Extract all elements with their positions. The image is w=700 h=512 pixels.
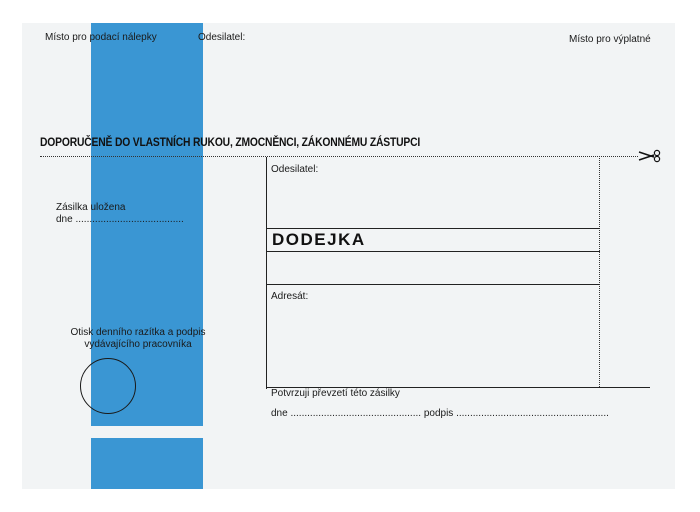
box-sender-label: Odesilatel: <box>271 164 319 175</box>
stamp-circle <box>80 358 136 414</box>
blue-stripe-lower <box>91 438 203 489</box>
stamp-label-line1: Otisk denního razítka a podpis <box>70 327 206 338</box>
date-sign-line: dne ............................................... podpis ....................................................... <box>271 408 609 419</box>
addressee-label: Adresát: <box>271 291 309 302</box>
postage-place-label: Místo pro výplatné <box>569 34 651 45</box>
receipt-title: DODEJKA <box>272 230 366 249</box>
box-left-border <box>266 157 267 389</box>
receipt-line-bottom <box>266 251 600 252</box>
stored-date-line: dne ....................................... <box>56 214 184 225</box>
stored-label: Zásilka uložena <box>56 202 126 213</box>
header-sender-label: Odesilatel: <box>198 32 246 43</box>
form-title: DOPORUČENĚ DO VLASTNÍCH RUKOU, ZMOCNĚNCI, ZÁKONNÉMU ZÁSTUPCI <box>40 135 421 149</box>
stamp-label-line2: vydávajícího pracovníka <box>84 339 192 350</box>
scissors-icon <box>637 149 663 163</box>
receipt-line-top <box>266 228 600 229</box>
sticker-place-label: Místo pro podací nálepky <box>45 32 157 43</box>
confirm-text: Potvrzuji převzetí této zásilky <box>271 388 400 399</box>
cut-line <box>40 156 638 157</box>
addressee-separator <box>266 284 600 285</box>
box-right-dotted-border <box>599 158 600 387</box>
